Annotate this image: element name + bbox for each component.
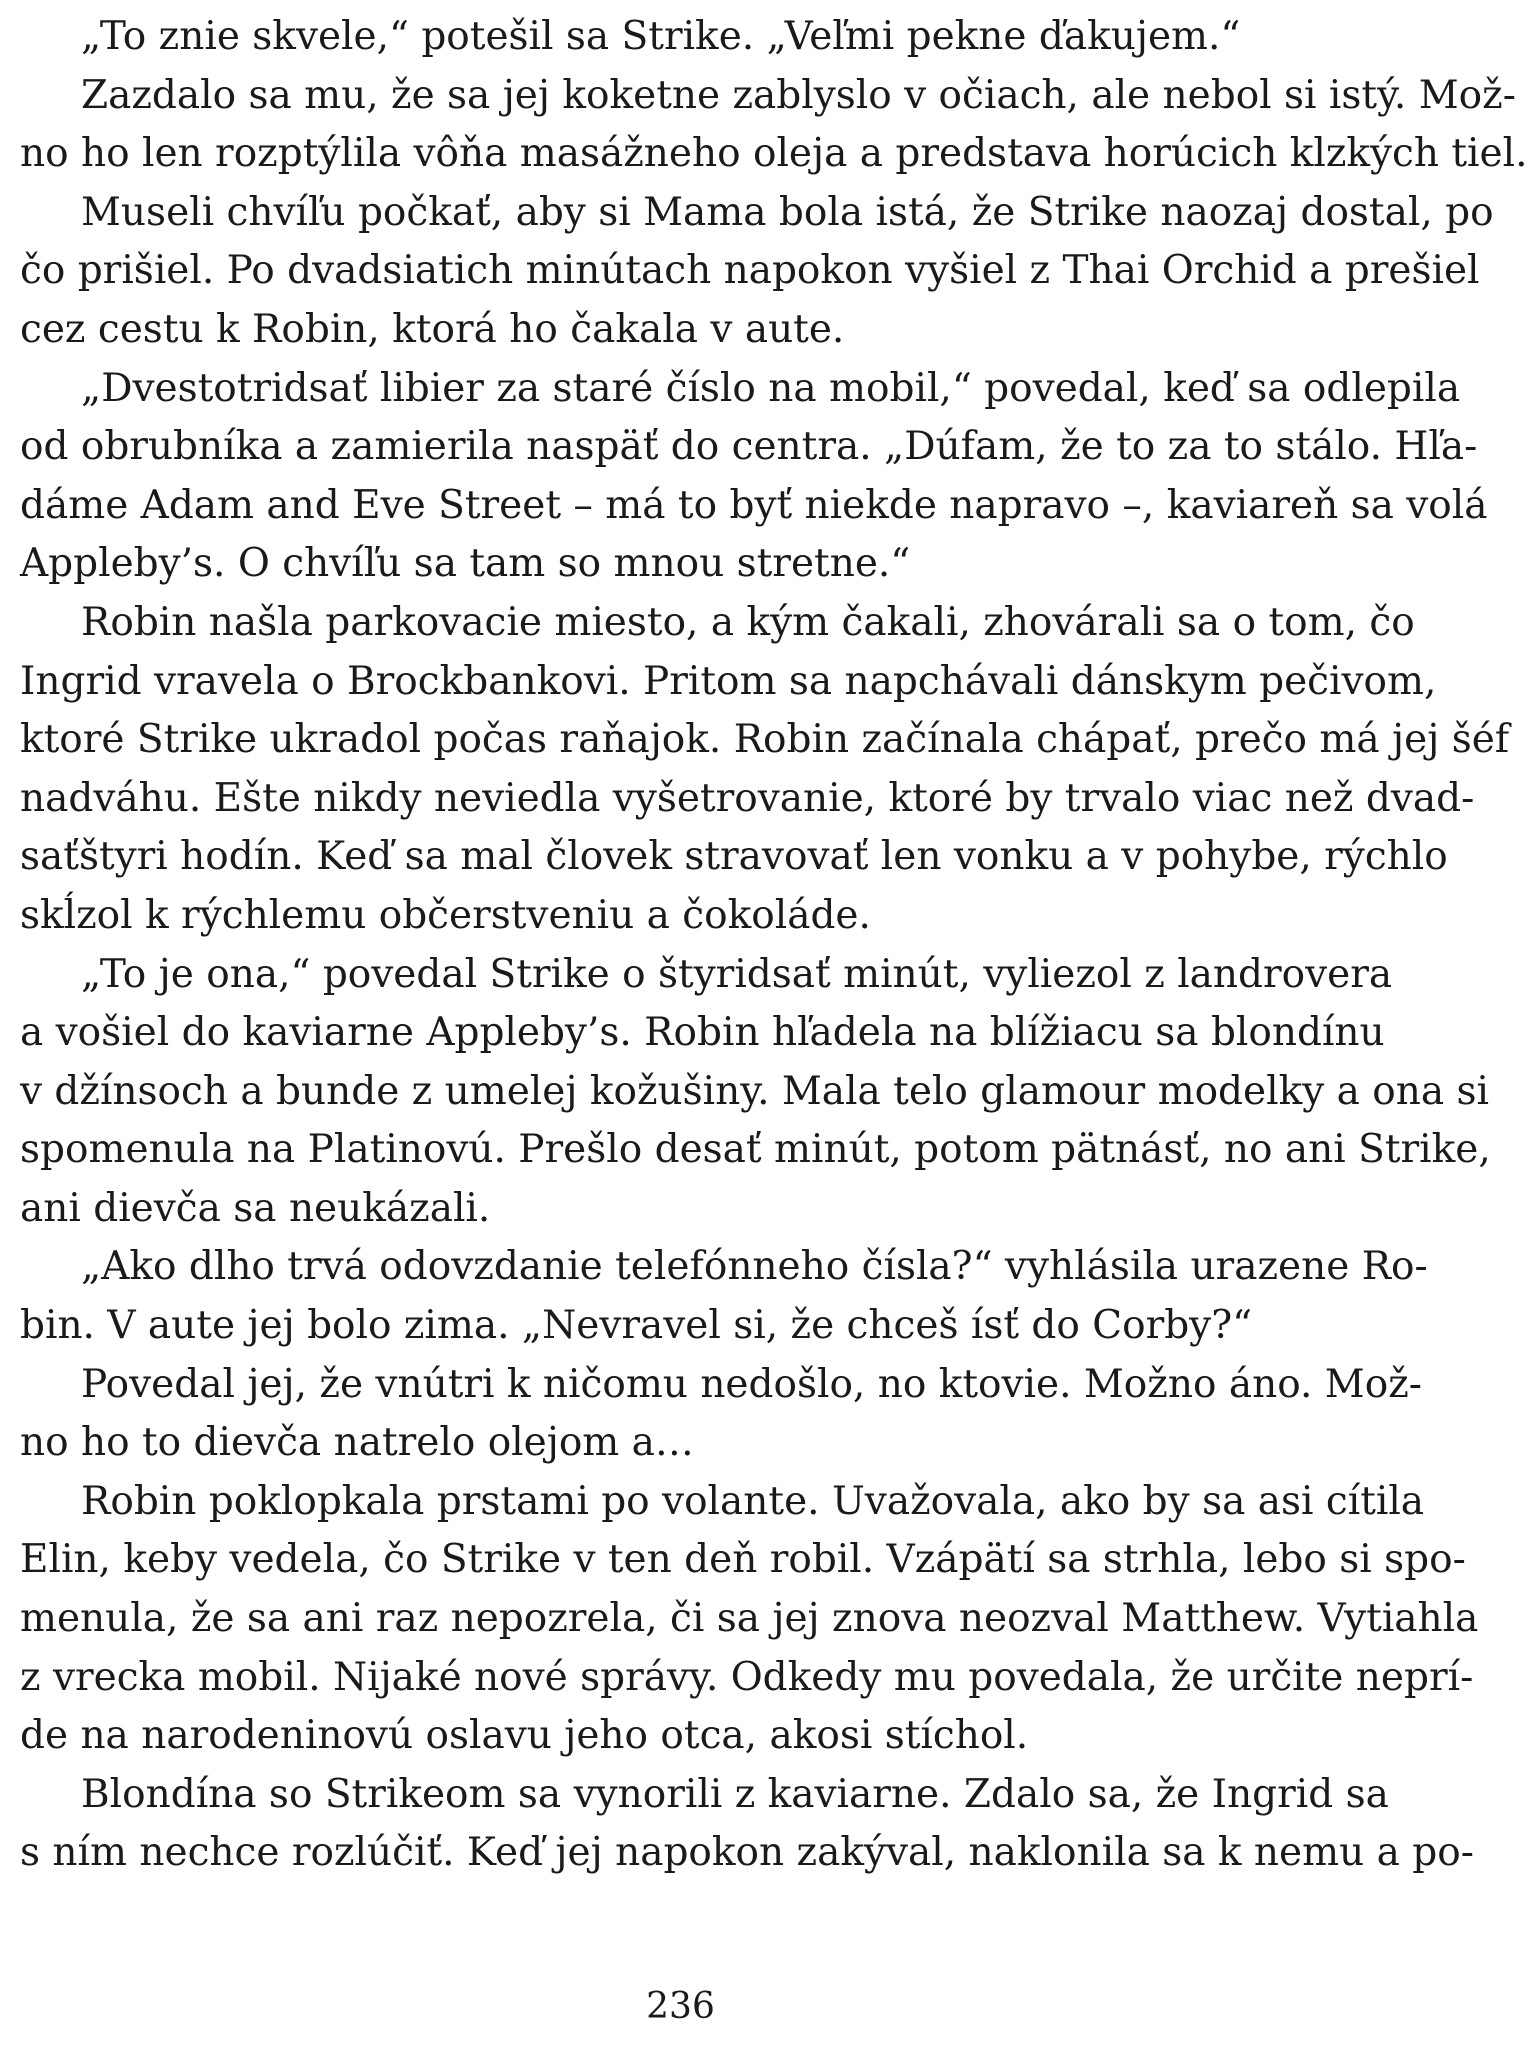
text-line: no ho to dievča natrelo olejom a…: [20, 1420, 694, 1466]
text-line: v džínsoch a bunde z umelej kožušiny. Mala telo glamour modelky a ona si: [20, 1068, 1490, 1114]
text-line: saťštyri hodín. Keď sa mal človek stravovať len vonku a v pohybe, rýchlo: [20, 834, 1448, 880]
text-line: Robin našla parkovacie miesto, a kým čakali, zhovárali sa o tom, čo: [81, 599, 1415, 645]
text-line: Ingrid vravela o Brockbankovi. Pritom sa napchávali dánskym pečivom,: [20, 658, 1437, 704]
text-line: skĺzol k rýchlemu občerstveniu a čokoláde.: [20, 892, 871, 938]
text-line: Blondína so Strikeom sa vynorili z kaviarne. Zdalo sa, že Ingrid sa: [81, 1771, 1389, 1817]
page-number: 236: [646, 1986, 715, 2027]
text-line: ani dievča sa neukázali.: [20, 1185, 491, 1231]
text-line: de na narodeninovú oslavu jeho otca, akosi stíchol.: [20, 1713, 1029, 1759]
text-line: „To znie skvele,“ potešil sa Strike. „Veľmi pekne ďakujem.“: [81, 14, 1241, 59]
text-line: no ho len rozptýlila vôňa masážneho oleja a predstava horúcich klzkých tiel.: [20, 131, 1528, 177]
text-line: Robin poklopkala prstami po volante. Uvažovala, ako by sa asi cítila: [81, 1478, 1425, 1524]
text-line: „Ako dlho trvá odovzdanie telefónneho čísla?“ vyhlásila urazene Ro-: [81, 1244, 1428, 1290]
text-line: a vošiel do kaviarne Appleby’s. Robin hľadela na blížiacu sa blondínu: [20, 1010, 1385, 1056]
text-line: s ním nechce rozlúčiť. Keď jej napokon zakýval, naklonila sa k nemu a po-: [20, 1830, 1474, 1876]
text-line: Povedal jej, že vnútri k ničomu nedošlo, no ktovie. Možno áno. Mož-: [81, 1361, 1422, 1407]
text-line: menula, že sa ani raz nepozrela, či sa jej znova neozval Matthew. Vytiahla: [20, 1596, 1479, 1642]
text-line: ktoré Strike ukradol počas raňajok. Robin začínala chápať, prečo má jej šéf: [20, 717, 1510, 763]
text-line: dáme Adam and Eve Street – má to byť niekde napravo –, kaviareň sa volá: [20, 482, 1488, 528]
text-line: „To je ona,“ povedal Strike o štyridsať minút, vyliezol z landrovera: [81, 951, 1393, 997]
text-line: z vrecka mobil. Nijaké nové správy. Odkedy mu povedala, že určite neprí-: [20, 1654, 1474, 1700]
text-line: „Dvestotridsať libier za staré číslo na mobil,“ povedal, keď sa odlepila: [81, 365, 1461, 411]
text-line: čo prišiel. Po dvadsiatich minútach napokon vyšiel z Thai Orchid a prešiel: [20, 248, 1480, 294]
text-line: bin. V aute jej bolo zima. „Nevravel si, že chceš ísť do Corby?“: [20, 1303, 1253, 1349]
text-line: spomenula na Platinovú. Prešlo desať minút, potom pätnásť, no ani Strike,: [20, 1127, 1491, 1173]
text-line: Museli chvíľu počkať, aby si Mama bola istá, že Strike naozaj dostal, po: [81, 189, 1494, 235]
text-line: Appleby’s. O chvíľu sa tam so mnou stretne.“: [20, 541, 911, 587]
text-line: Elin, keby vedela, čo Strike v ten deň robil. Vzápätí sa strhla, lebo si spo-: [20, 1537, 1466, 1583]
page-text: [20, 8, 1528, 1883]
text-line: cez cestu k Robin, ktorá ho čakala v aute.: [20, 306, 845, 352]
text-line: nadváhu. Ešte nikdy neviedla vyšetrovanie, ktoré by trvalo viac než dvad-: [20, 775, 1475, 821]
text-line: Zazdalo sa mu, že sa jej koketne zablyslo v očiach, ale nebol si istý. Mož-: [81, 72, 1516, 118]
text-line: od obrubníka a zamierila naspäť do centra. „Dúfam, že to za to stálo. Hľa-: [20, 424, 1478, 470]
